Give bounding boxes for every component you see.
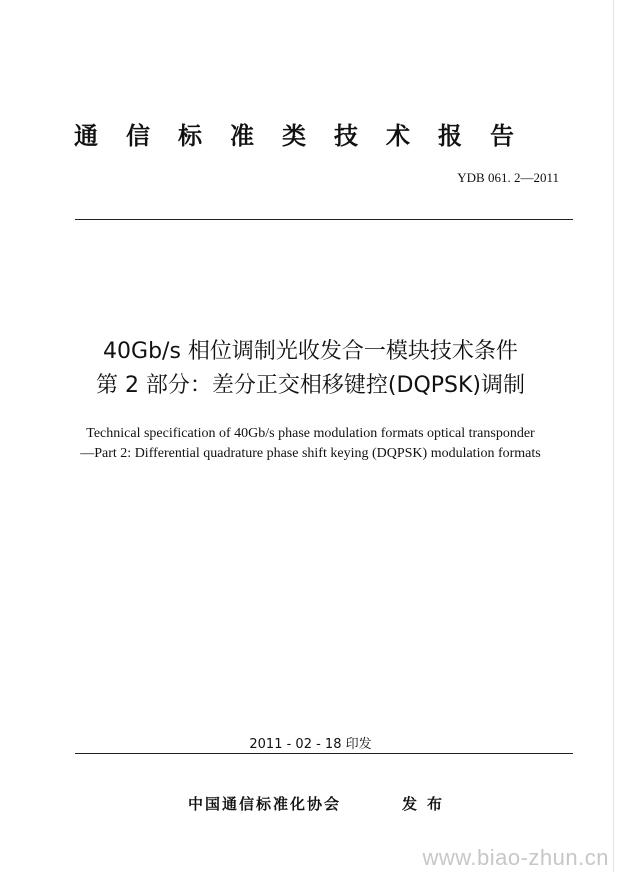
bottom-divider xyxy=(75,753,573,754)
title-english-line-2: —Part 2: Differential quadrature phase shift keying (DQPSK) modulation formats xyxy=(80,446,541,461)
watermark: www.biao-zhun.cn xyxy=(422,845,609,870)
title-chinese-line-1: 40Gb/s 相位调制光收发合一模块技术条件 xyxy=(103,339,518,364)
title-english-line-1: Technical specification of 40Gb/s phase modulation formats optical transponder xyxy=(86,426,535,441)
publisher-name: 中国通信标准化协会 xyxy=(188,795,342,813)
top-divider xyxy=(75,219,573,220)
issue-date: 2011 - 02 - 18 印发 xyxy=(249,737,372,752)
series-title: 通信标准类技术报告 xyxy=(74,122,542,150)
document-number: YDB 061. 2—2011 xyxy=(457,170,559,185)
title-chinese-line-2: 第 2 部分：差分正交相移键控(DQPSK)调制 xyxy=(95,373,526,398)
publish-label: 发布 xyxy=(402,795,453,813)
